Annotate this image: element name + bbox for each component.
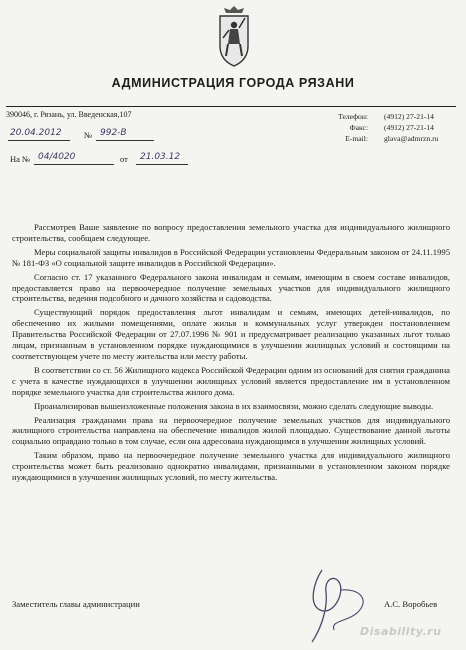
signatory-position: Заместитель главы администрации — [12, 599, 140, 609]
paragraph: В соответствии со ст. 56 Жилищного кодекса Российской Федерации одним из оснований для снятия гражданина с учета в качестве нуждающихся в улучшении жилищных условий является предоставление им в установленном порядке земельного участка для строительства жилого дома. — [12, 364, 450, 397]
contact-phone: Телефон: (4912) 27-21-14 — [338, 112, 434, 121]
outgoing-date: 20.04.2012 — [10, 128, 62, 138]
reference-from: от — [120, 154, 128, 164]
paragraph: Согласно ст. 17 указанного Федерального закона инвалидам и семьям, имеющим в своем составе инвалидов, предоставляется право на первоочередное получение земельных участков для индивидуального жилищного строительства, ведения подсобного и дачного хозяйства и садоводства. — [12, 271, 450, 304]
paragraph: Существующий порядок предоставления льгот инвалидам и семьям, имеющих детей-инвалидов, по обеспечению их жилыми помещениями, оплате жилья и коммунальных услуг утвержден постановлением Правительства Российской Федерации от 27.07.1996 № 901 и предусматривает реализацию указанных льгот только лицам, признанным в установленном порядке нуждающимися в улучшении жилищных условий и состоящими на соответствующем учете по месту жительства или месту работы. — [12, 307, 450, 361]
contact-block — [276, 111, 438, 144]
paragraph: Проанализировав вышеизложенные положения закона в их взаимосвязи, можно сделать следующие выводы. — [34, 400, 434, 411]
paragraph: Таким образом, право на первоочередное получение земельного участка для индивидуального жилищного строительства может быть реализовано однократно инвалидами, признанными в установленном законом порядке нуждающимися в улучшении жилищных условий, по месту жительства. — [12, 450, 450, 483]
contact-email: E-mail: glava@admrzn.ru — [345, 134, 439, 143]
outgoing-number: 992-В — [100, 128, 127, 138]
reference-date-underline — [136, 164, 188, 165]
number-underline — [96, 140, 154, 141]
signatory-name: А.С. Воробьев — [384, 599, 438, 609]
watermark: Disability.ru — [360, 625, 442, 638]
reference-underline — [34, 164, 114, 165]
paragraph: Рассмотрев Ваше заявление по вопросу предоставления земельного участка для индивидуального жилищного строительства, сообщаем следующее. — [12, 222, 450, 243]
reference-number: 04/4020 — [38, 152, 76, 162]
organization-title: АДМИНИСТРАЦИЯ ГОРОДА РЯЗАНИ — [111, 76, 355, 90]
header-divider — [6, 106, 456, 107]
paragraph: Меры социальной защиты инвалидов в Российской Федерации установлены Федеральным законом от 24.11.1995 № 181-ФЗ «О социальной защите инвалидов в Российской Федерации». — [12, 246, 450, 268]
contact-fax: Факс: (4912) 27-21-14 — [349, 123, 434, 132]
reference-date: 21.03.12 — [140, 152, 181, 162]
organization-address: 390046, г. Рязань, ул. Введенская,107 — [6, 110, 132, 119]
letter-body — [12, 222, 450, 486]
number-sign: № — [84, 130, 93, 140]
date-underline — [8, 140, 70, 141]
coat-of-arms-icon — [214, 4, 254, 68]
reference-prefix: На № — [10, 154, 31, 164]
paragraph: Реализация гражданами права на первоочередное получение земельных участков для индивидуального жилищного строительства направлена на обеспечение инвалидов жилой площадью. Существование данной льготы социально оправдано только в том случае, если она адресована нуждающимся в улучшении жилищных условий. — [12, 414, 450, 447]
